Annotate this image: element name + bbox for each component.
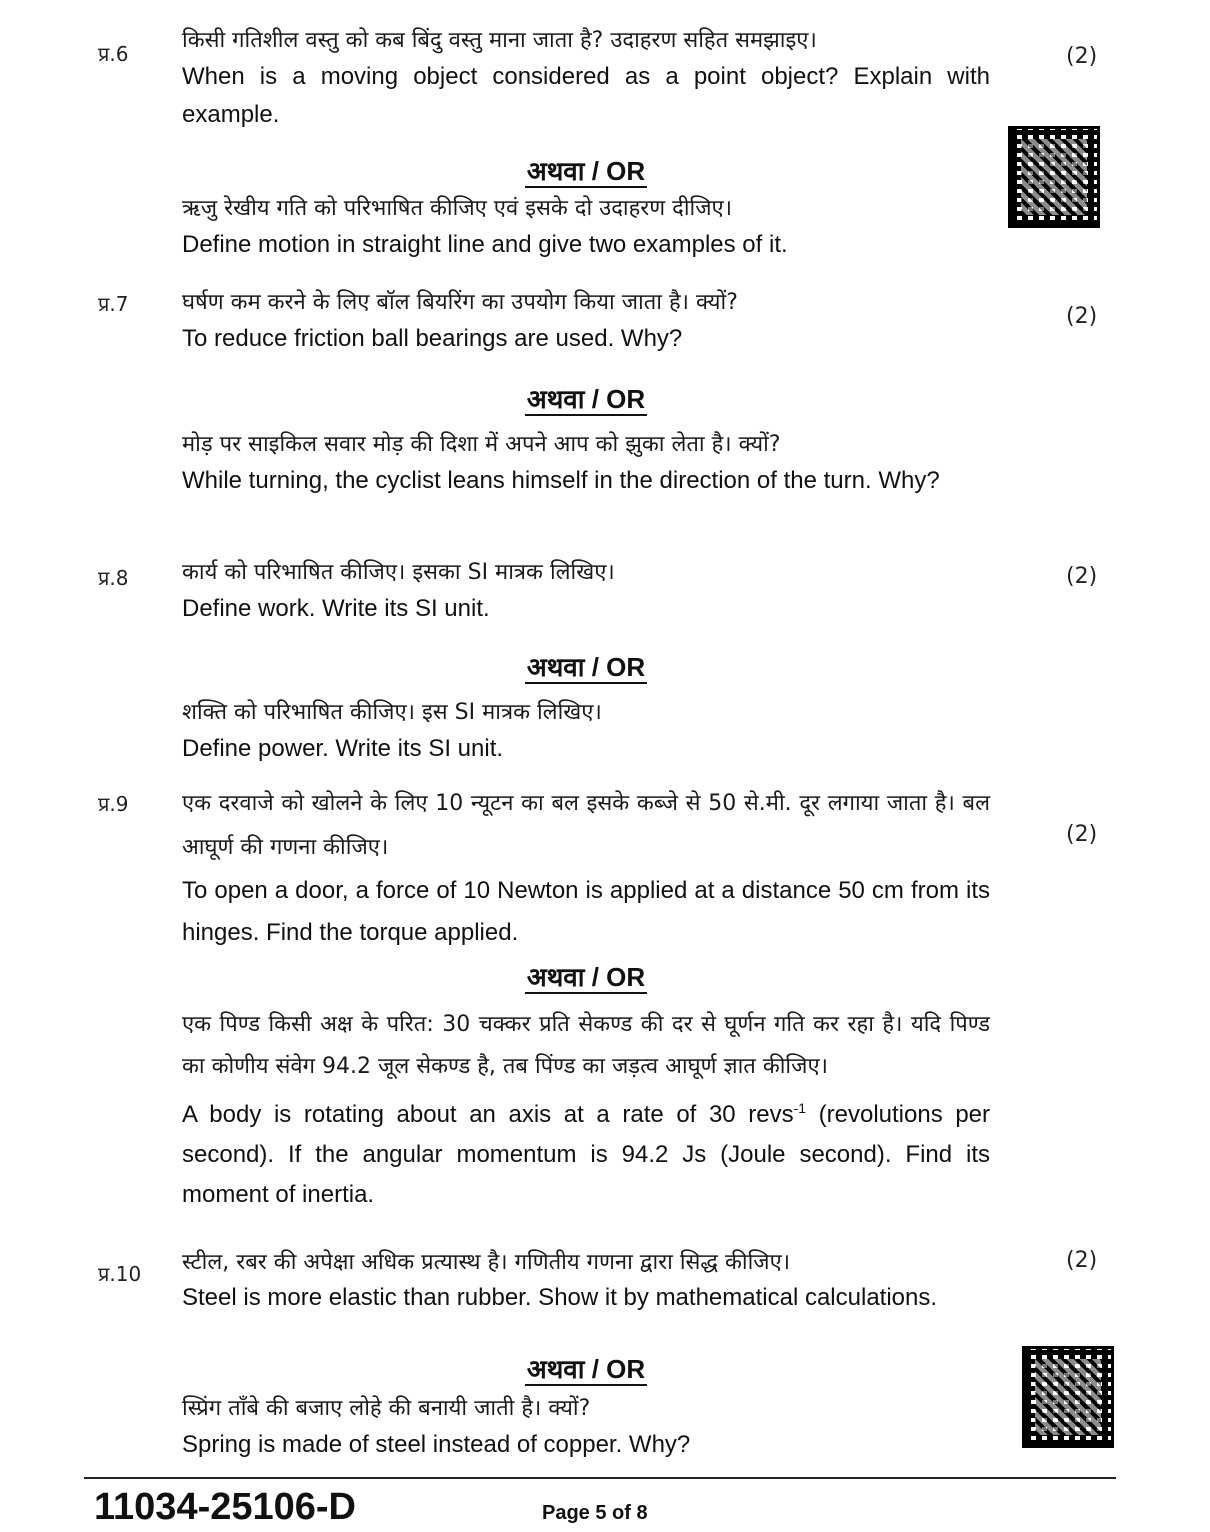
question-6-alternative [182, 192, 990, 264]
question-marks: (2) [1066, 564, 1098, 589]
alternative-text-english: A body is rotating about an axis at a rate of 30 revs$^{-1}$ (revolutions per second). If the angular momentum is 94.2 Js (Joule second). Find its moment of inertia. [182, 1100, 991, 1208]
question-text-hindi: कार्य को परिभाषित कीजिए। इसका SI मात्रक लिखिए। [182, 560, 615, 585]
question-7-alternative [182, 428, 990, 500]
question-10 [182, 1246, 990, 1316]
question-marks: (2) [1066, 44, 1098, 69]
question-6 [182, 24, 990, 134]
alternative-text-hindi: ऋजु रेखीय गति को परिभाषित कीजिए एवं इसके दो उदाहरण दीजिए। [182, 196, 733, 221]
question-marks: (2) [1066, 1248, 1098, 1273]
or-separator: अथवा / OR [526, 156, 646, 186]
question-number: प्र.6 [98, 42, 129, 66]
alternative-text-hindi: स्प्रिंग ताँबे की बजाए लोहे की बनायी जाती है। क्यों? [182, 1396, 591, 1421]
alternative-text-english: Define motion in straight line and give two examples of it. [182, 231, 788, 258]
question-marks: (2) [1066, 822, 1098, 847]
alternative-text-hindi: शक्ति को परिभाषित कीजिए। इस SI मात्रक लिखिए। [182, 700, 602, 725]
question-number: प्र.10 [98, 1262, 142, 1286]
alternative-text-hindi: मोड़ पर साइकिल सवार मोड़ की दिशा में अपने आप को झुका लेता है। क्यों? [182, 432, 781, 457]
alternative-text-english: Define power. Write its SI unit. [182, 735, 504, 762]
or-separator: अथवा / OR [526, 962, 646, 992]
question-text-hindi: घर्षण कम करने के लिए बॉल बियरिंग का उपयोग किया जाता है। क्यों? [182, 290, 738, 315]
paper-code: 11034-25106-D [94, 1486, 356, 1528]
question-8 [182, 556, 990, 628]
question-8-alternative [182, 696, 990, 768]
page-number: Page 5 of 8 [542, 1502, 648, 1524]
alternative-text-english: While turning, the cyclist leans himself in the direction of the turn. Why? [182, 467, 940, 494]
footer-divider [84, 1477, 1116, 1479]
question-text-english: To open a door, a force of 10 Newton is applied at a distance 50 cm from its hinges. Find the torque applied. [182, 877, 990, 946]
question-number: प्र.7 [98, 292, 129, 316]
question-10-alternative [182, 1392, 990, 1464]
qr-code-icon [1022, 1346, 1114, 1448]
question-text-english: Define work. Write its SI unit. [182, 595, 490, 622]
or-separator: अथवा / OR [526, 1354, 646, 1384]
alternative-text-english: Spring is made of steel instead of copper. Why? [182, 1431, 691, 1458]
question-text-english: When is a moving object considered as a point object? Explain with example. [182, 63, 990, 128]
question-text-hindi: स्टील, रबर की अपेक्षा अधिक प्रत्यास्थ है। गणितीय गणना द्वारा सिद्ध कीजिए। [182, 1250, 791, 1275]
or-separator: अथवा / OR [526, 652, 646, 682]
question-text-english: Steel is more elastic than rubber. Show it by mathematical calculations. [182, 1284, 938, 1311]
question-marks: (2) [1066, 304, 1098, 329]
question-7 [182, 286, 990, 358]
question-number: प्र.8 [98, 566, 129, 590]
question-text-hindi: किसी गतिशील वस्तु को कब बिंदु वस्तु माना जाता है? उदाहरण सहित समझाइए। [182, 28, 817, 53]
or-separator: अथवा / OR [526, 384, 646, 414]
question-9-alternative [182, 1004, 990, 1215]
alternative-text-hindi: एक पिण्ड किसी अक्ष के परित: 30 चक्कर प्रति सेकण्ड की दर से घूर्णन गति कर रहा है। यदि पिण्ड का कोणीय संवेग 94.2 जूल सेकण्ड है, तब पिंण्ड का जड़त्व आघूर्ण ज्ञात कीजिए। [182, 1012, 990, 1079]
question-9 [182, 782, 990, 954]
question-text-hindi: एक दरवाजे को खोलने के लिए 10 न्यूटन का बल इसके कब्जे से 50 से.मी. दूर लगाया जाता है। बल आघूर्ण की गणना कीजिए। [182, 791, 990, 860]
question-text-english: To reduce friction ball bearings are used. Why? [182, 325, 683, 352]
question-number: प्र.9 [98, 792, 129, 816]
